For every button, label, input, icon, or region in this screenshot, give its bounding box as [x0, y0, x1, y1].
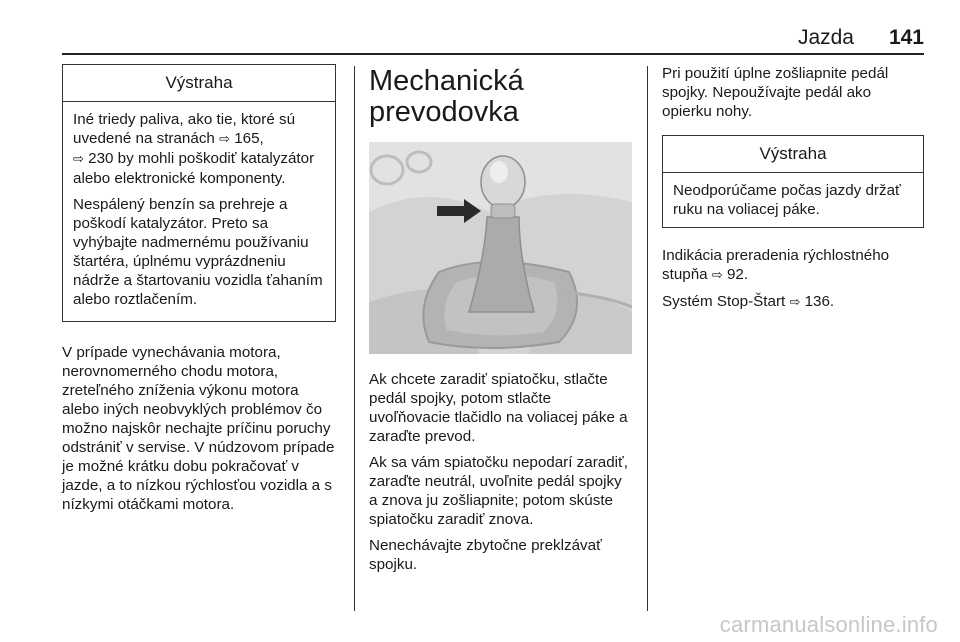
cross-reference-text: Indikácia preradenia rýchlostného stupňa: [662, 247, 890, 283]
warning-box: [662, 135, 924, 228]
page-ref[interactable]: 136.: [800, 293, 835, 310]
section-heading: Mechanická prevodovka: [369, 65, 524, 128]
body-paragraph: V prípade vynechávania motora, nerovnomerného chodu motora, zreteľného zníženia výkonu motora alebo iných neobvyklých problémov čo možno najskôr nechajte príčinu poruchy odstrániť v servise. V núdzovom prípade je možné krátku dobu pokračovať v jazde, a to nízkou rýchlosťou vozidla a s nízkymi otáčkami motora.: [62, 344, 335, 513]
page-ref[interactable]: 92.: [722, 266, 749, 283]
body-paragraph: Nenechávajte zbytočne preklzávať spojku.: [369, 537, 602, 573]
warning-body: [63, 102, 335, 321]
middle-column: [369, 64, 634, 581]
body-paragraph: Ak sa vám spiatočku nepodarí zaradiť, zaraďte neutrál, uvoľnite pedál spojky a znova ju zošliapnite; potom skúste spiatočku zaradiť znova.: [369, 454, 628, 528]
page-number: 141: [888, 26, 924, 49]
page-ref-arrow-icon: ⇨: [219, 132, 230, 147]
warning-paragraph: Nespálený benzín sa prehreje a poškodí katalyzátor. Preto sa vyhýbajte nadmernému používaniu štartéra, úplnému vyprázdneniu nádrže a štartovaniu vozidla ťahaním alebo roztlačením.: [73, 196, 323, 308]
header-rule: [62, 53, 924, 55]
cross-reference: [662, 246, 924, 285]
body-paragraph: Pri použití úplne zošliapnite pedál spojky. Nepoužívajte pedál ako opierku nohy.: [662, 65, 889, 120]
warning-text: Neodporúčame počas jazdy držať ruku na voliacej páke.: [673, 182, 901, 218]
right-column: [662, 64, 924, 319]
page-ref-arrow-icon: ⇨: [789, 295, 801, 310]
column-divider: [647, 66, 648, 611]
page-ref-arrow-icon: ⇨: [73, 152, 84, 167]
warning-text: Iné triedy paliva, ako tie, ktoré sú uvedené na stranách: [73, 111, 296, 147]
gear-lever-illustration: [369, 142, 632, 354]
warning-box: [62, 64, 336, 322]
column-divider: [354, 66, 355, 611]
warning-title: Výstraha: [663, 136, 923, 173]
page-header: [62, 22, 924, 56]
warning-paragraph: [73, 110, 325, 188]
cross-reference: [662, 292, 924, 312]
left-column: [62, 64, 336, 521]
page-ref[interactable]: 165,: [229, 130, 264, 147]
section-title: Jazda: [797, 26, 854, 49]
body-paragraph: Ak chcete zaradiť spiatočku, stlačte pedál spojky, potom stlačte uvoľňovacie tlačidlo na voliacej páke a zaraďte prevod.: [369, 371, 628, 445]
warning-title: Výstraha: [63, 65, 335, 102]
page-ref-text[interactable]: 230 by mohli poškodiť katalyzátor alebo elektronické komponenty.: [73, 150, 315, 187]
cross-reference-text: Systém Stop-Štart: [662, 293, 786, 310]
page-ref-arrow-icon: ⇨: [711, 268, 723, 283]
watermark: carmanualsonline.info: [719, 612, 938, 637]
